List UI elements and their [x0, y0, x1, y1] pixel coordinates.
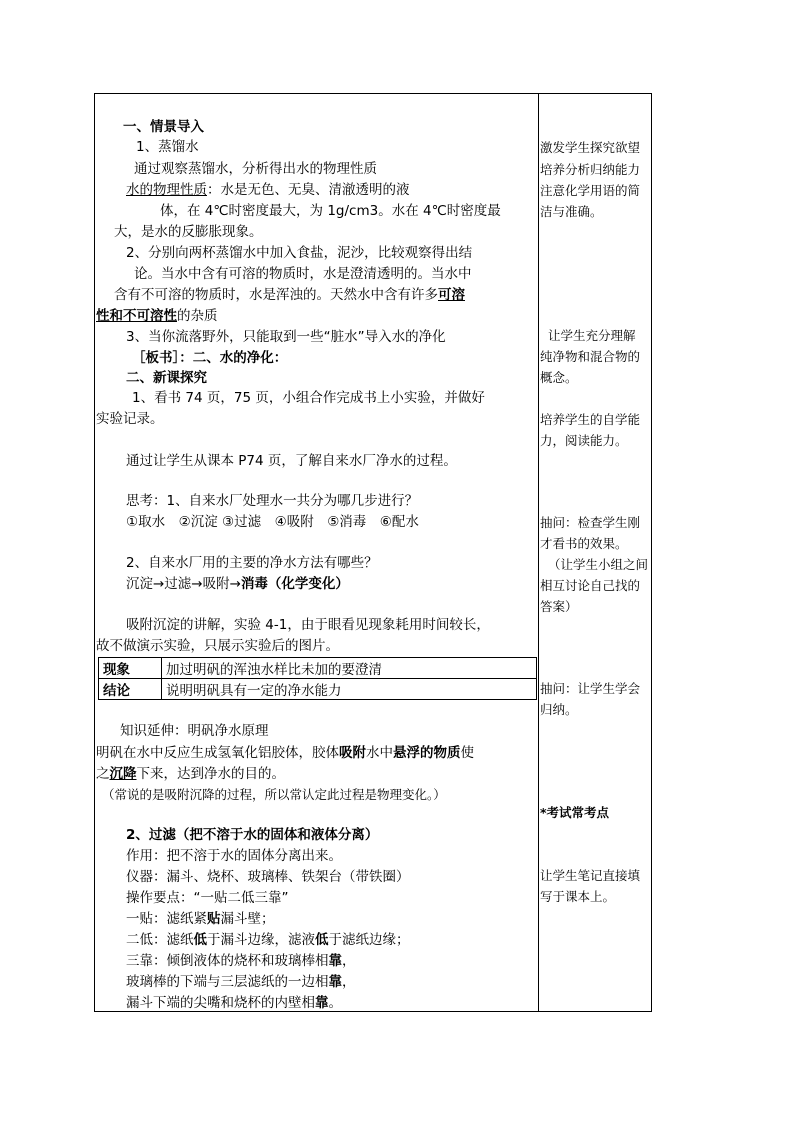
ext-emph: 悬浮的物质 [393, 745, 461, 761]
item2-line-3 [114, 286, 465, 304]
side-note-2-line-2: 纯净物和混合物的 [540, 349, 641, 364]
table-value-cell: 加过明矾的浑浊水样比未加的要澄清 [162, 658, 537, 679]
methods-text: 沉淀→过滤→吸附→ [126, 576, 241, 592]
physical-properties-line-3: 大，是水的反膨胀现象。 [114, 224, 263, 240]
filter-two-low [126, 931, 410, 949]
side-note-5-line-2: 归纳。 [540, 702, 578, 717]
filter-emph: 低 [315, 932, 329, 948]
item2-line-4 [96, 307, 218, 325]
ext-text: 使 [460, 745, 474, 761]
side-note-4-line-1: 抽问：检查学生刚 [540, 515, 641, 530]
filter-text: 漏斗下端的尖嘴和烧杯的内壁相 [126, 995, 315, 1011]
experiment-result-table [98, 657, 537, 700]
physical-properties-text: ：水是无色、无臭、清澈透明的液 [207, 182, 410, 198]
item2-soluble-emph: 可溶 [438, 287, 465, 303]
think-question-2: 2、自来水厂用的主要的净水方法有哪些？ [126, 555, 378, 571]
table-key-cell: 现象 [99, 658, 162, 679]
physical-properties-line-2: 体，在 4℃时密度最大，为 1g/cm3。水在 4℃时密度最 [160, 203, 501, 219]
filter-text: 于漏斗边缘，滤液 [207, 932, 315, 948]
filter-emph: 靠 [315, 995, 329, 1011]
filter-three-lean-2 [126, 973, 356, 991]
filter-points: 操作要点：“一贴二低三靠” [126, 890, 289, 906]
filter-text: 二低：滤纸 [126, 932, 194, 948]
filter-use: 作用：把不溶于水的固体分离出来。 [126, 848, 342, 864]
column-divider [538, 93, 539, 1012]
side-note-2-line-1: 让学生充分理解 [548, 328, 636, 343]
ext-text: 下来，达到净水的目的。 [136, 766, 285, 782]
adsorb-line-1: 吸附沉淀的讲解，实验 4-1，由于眼看见现象耗用时间较长， [126, 617, 490, 633]
ext-text: 明矾在水中反应生成氢氧化铝胶体，胶体 [96, 745, 339, 761]
table-value-cell: 说明明矾具有一定的净水能力 [162, 679, 537, 700]
section-2-heading: 二、新课探究 [126, 370, 207, 386]
side-note-3-line-2: 力，阅读能力。 [540, 433, 628, 448]
purification-methods [126, 575, 349, 593]
ext-emph: 吸附 [339, 745, 366, 761]
item3-line: 3、当你流落野外，只能取到一些“脏水”导入水的净化 [126, 329, 446, 345]
extension-title: 知识延伸：明矾净水原理 [120, 723, 269, 739]
filter-emph: 低 [193, 932, 207, 948]
filter-three-lean-3 [126, 994, 342, 1012]
filter-text: 。 [328, 995, 342, 1011]
ext-text: 之 [96, 766, 110, 782]
board-note: ［板书］：二、水的净化： [132, 350, 288, 366]
item2-insoluble-emph: 性和不可溶性 [96, 308, 177, 324]
read-text: 通过让学生从课本 P74 页，了解自来水厂净水的过程。 [126, 453, 457, 469]
side-note-4-line-4: 相互讨论自己找的 [540, 578, 641, 593]
side-note-4-line-5: 答案） [540, 599, 578, 614]
physical-properties-line-1 [126, 181, 410, 199]
observe-text: 通过观察蒸馏水，分析得出水的物理性质 [134, 161, 377, 177]
filter-emph: 靠 [328, 953, 342, 969]
side-note-4-line-3: （让学生小组之间 [548, 557, 649, 572]
s2-item1-line-2: 实验记录。 [96, 411, 164, 427]
item2-line-3-text: 含有不可溶的物质时，水是浑浊的。天然水中含有许多 [114, 287, 438, 303]
ext-emph: 沉降 [109, 766, 137, 782]
filter-text: 漏斗壁； [220, 911, 275, 927]
ext-text: 水中 [366, 745, 393, 761]
side-note-2-line-3: 概念。 [540, 370, 578, 385]
table-row [99, 679, 537, 700]
filter-text: 玻璃棒的下端与三层滤纸的一边相 [126, 974, 329, 990]
filter-text: ， [342, 953, 356, 969]
think-question-1: 思考：1、自来水厂处理水一共分为哪几步进行？ [126, 493, 419, 509]
filter-emph: 靠 [328, 974, 342, 990]
item2-line-1: 2、分别向两杯蒸馏水中加入食盐，泥沙，比较观察得出结 [126, 245, 473, 261]
s2-item1-line-1: 1、看书 74 页，75 页，小组合作完成书上小实验，并做好 [132, 390, 485, 406]
side-note-1-line-4: 洁与准确。 [540, 204, 603, 219]
side-note-1-line-1: 激发学生探究欲望 [540, 140, 641, 155]
filter-text: 三靠：倾倒液体的烧杯和玻璃棒相 [126, 953, 329, 969]
extension-note: （常说的是吸附沉降的过程，所以常认定此过程是物理变化。） [102, 787, 446, 802]
filter-text: 一贴：滤纸紧 [126, 911, 207, 927]
extension-line-1 [96, 744, 474, 762]
side-note-7-line-1: 让学生笔记直接填 [540, 868, 641, 883]
item-distilled-water: 1、蒸馏水 [136, 139, 199, 155]
filter-text: ， [342, 974, 356, 990]
side-note-5-line-1: 抽问：让学生学会 [540, 681, 641, 696]
purification-steps: ①取水 ②沉淀 ③过滤 ④吸附 ⑤消毒 ⑥配水 [126, 514, 419, 530]
item2-line-2: 论。当水中含有可溶的物质时，水是澄清透明的。当水中 [134, 266, 472, 282]
section-1-heading: 一、情景导入 [123, 119, 204, 135]
filter-text: 于滤纸边缘； [328, 932, 410, 948]
side-note-4-line-2: 才看书的效果。 [540, 536, 628, 551]
filter-three-lean-1 [126, 952, 356, 970]
filter-heading: 2、过滤（把不溶于水的固体和液体分离） [126, 827, 379, 843]
filter-emph: 贴 [207, 911, 221, 927]
item2-line-4-text: 的杂质 [177, 308, 218, 324]
side-note-1-line-2: 培养分析归纳能力 [540, 162, 641, 177]
filter-tools: 仪器：漏斗、烧杯、玻璃棒、铁架台（带铁圈） [126, 869, 410, 885]
table-row [99, 658, 537, 679]
extension-line-2 [96, 765, 285, 783]
filter-one-stick [126, 910, 275, 928]
table-key-cell: 结论 [99, 679, 162, 700]
side-note-exam-point: *考试常考点 [540, 805, 610, 820]
side-note-3-line-1: 培养学生的自学能 [540, 412, 641, 427]
physical-properties-label: 水的物理性质 [126, 182, 207, 198]
side-note-7-line-2: 写于课本上。 [540, 889, 616, 904]
side-note-1-line-3: 注意化学用语的简 [540, 183, 641, 198]
adsorb-line-2: 故不做演示实验，只展示实验后的图片。 [96, 638, 339, 654]
methods-emph: 消毒（化学变化） [240, 576, 349, 592]
